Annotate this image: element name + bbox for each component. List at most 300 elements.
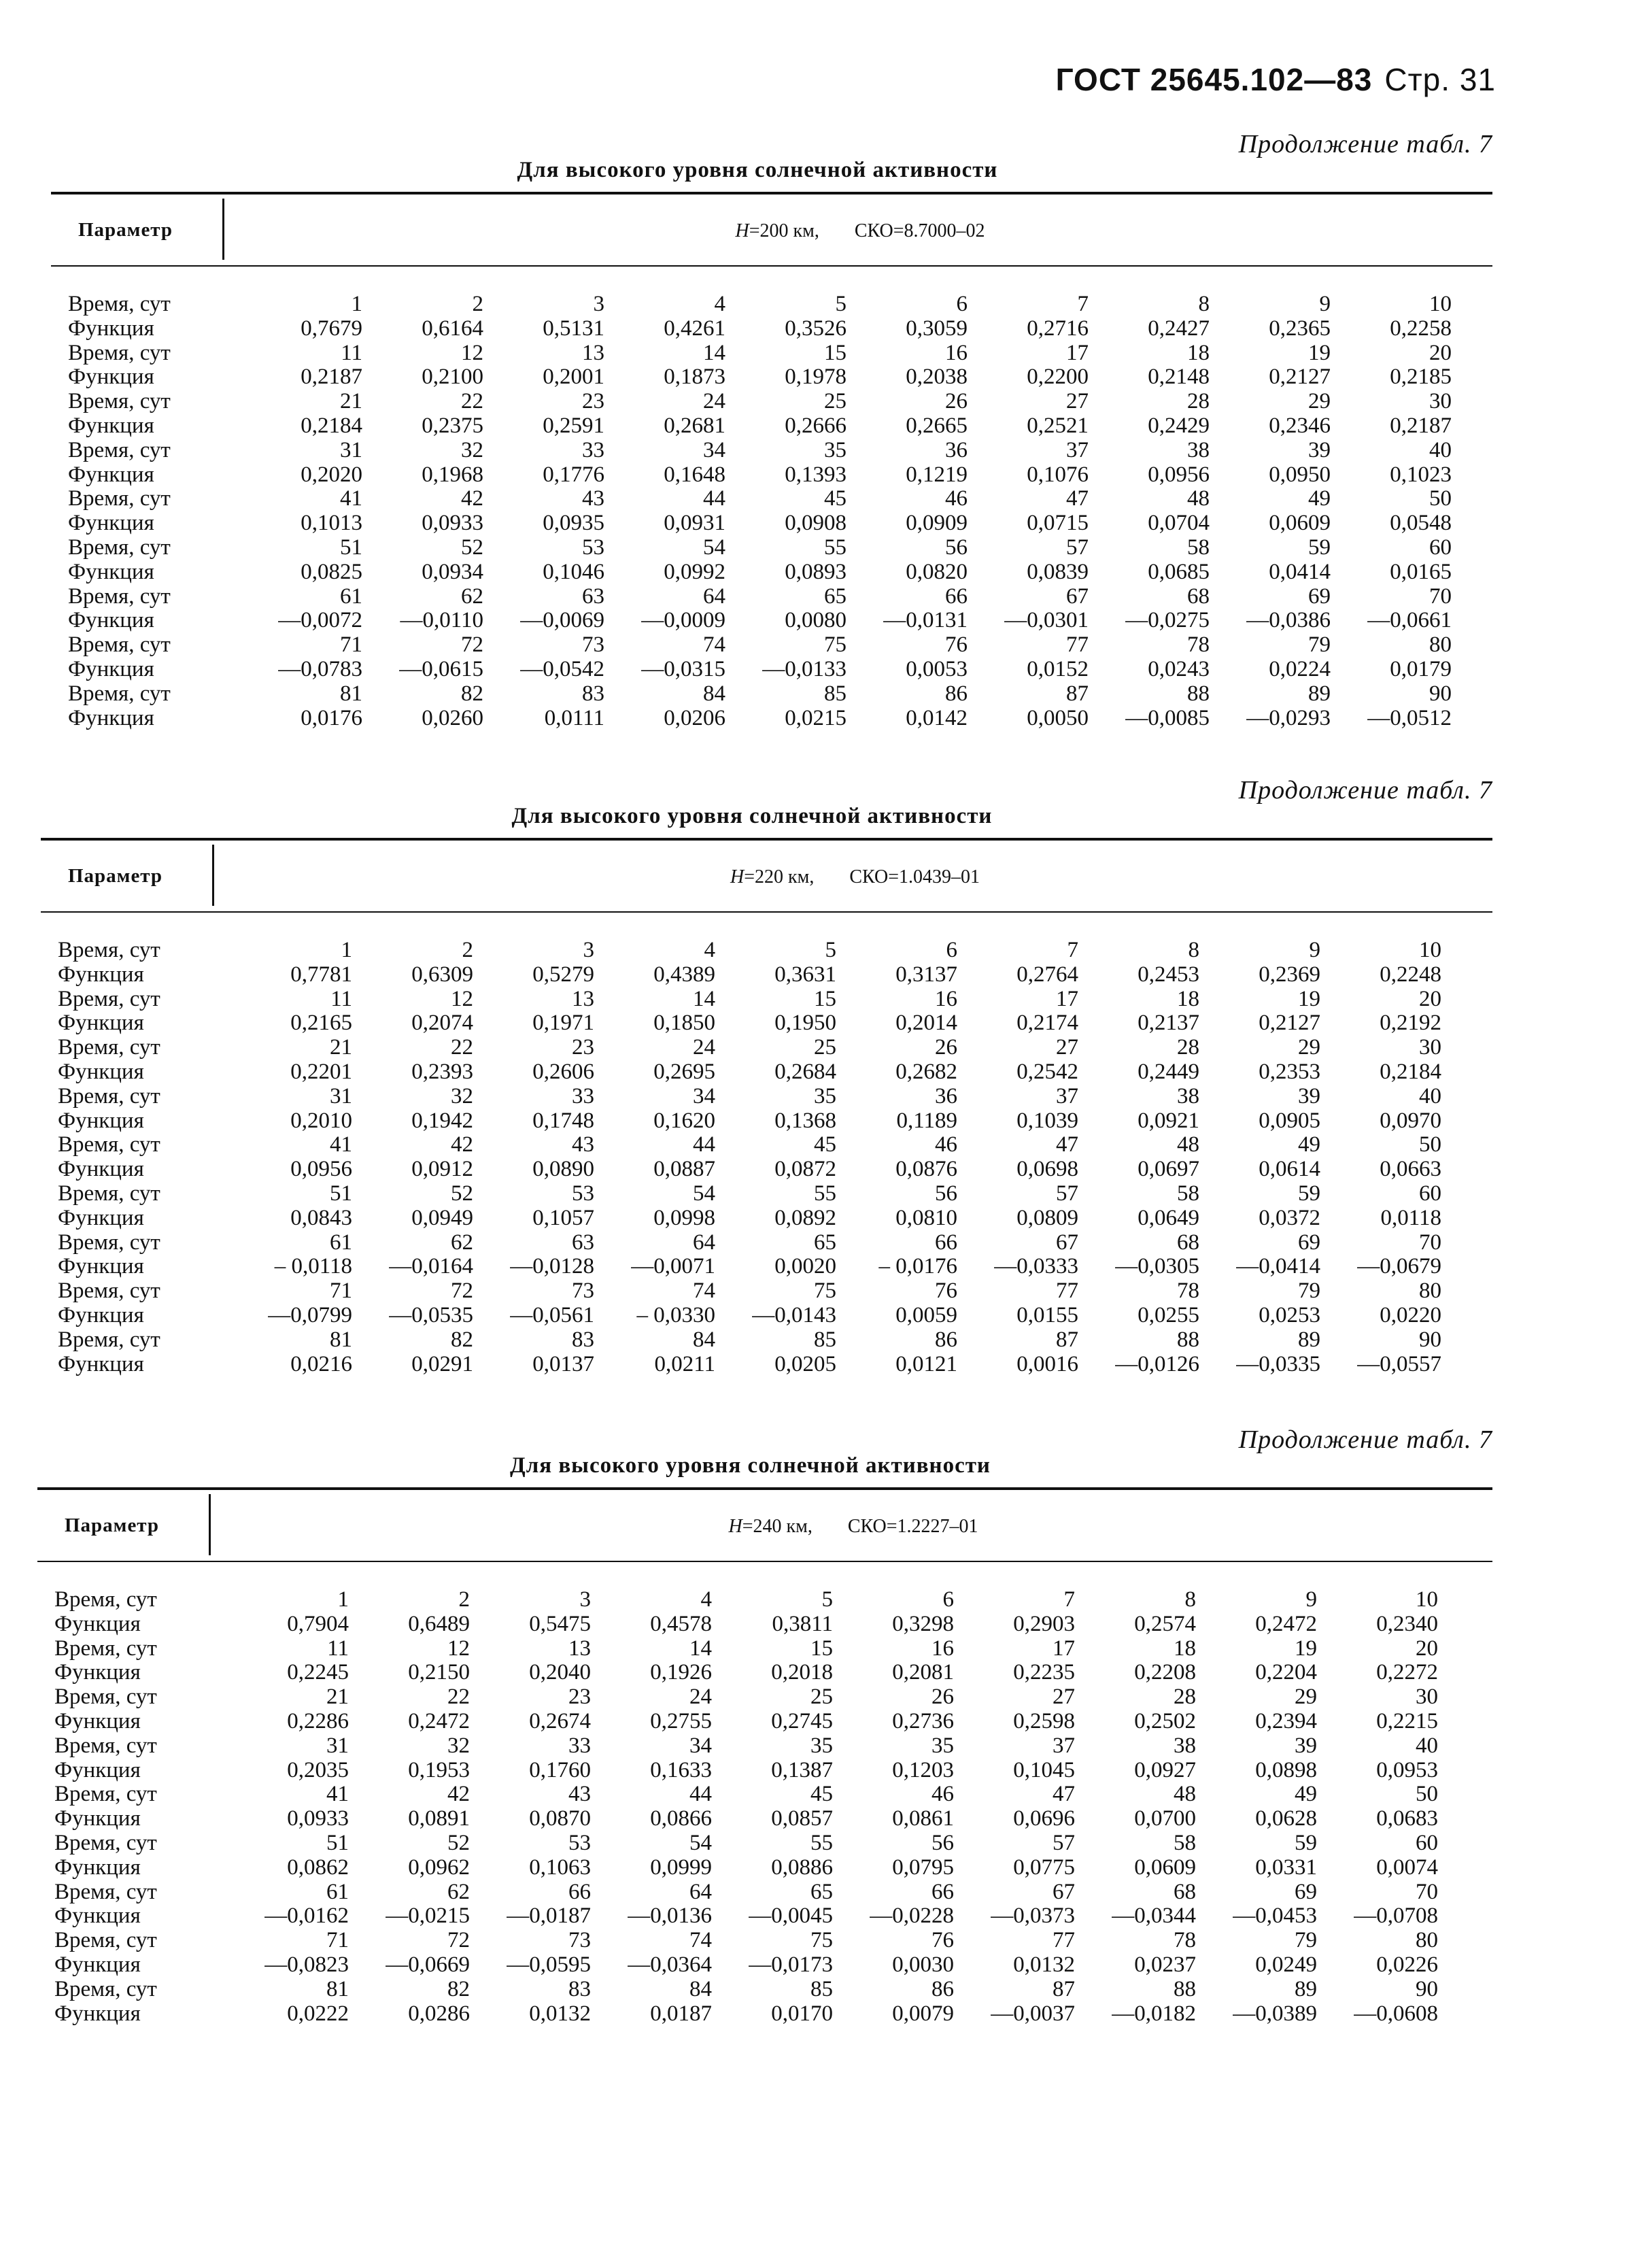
- table-cell: 4: [704, 938, 715, 962]
- continuation-note: Продолжение табл. 7: [1238, 1425, 1492, 1454]
- table-cell: 63: [572, 1230, 594, 1255]
- table-cell: 0,0998: [653, 1205, 715, 1230]
- table-cell: 12: [461, 340, 483, 365]
- table-cell: 14: [703, 340, 725, 365]
- table-cell: 37: [1053, 1733, 1075, 1758]
- table-cell: 9: [1319, 292, 1331, 316]
- table-cell: 0,2035: [287, 1757, 349, 1782]
- table-cell: 72: [461, 632, 483, 658]
- table-cell: 79: [1298, 1279, 1320, 1304]
- table-cell: 68: [1177, 1230, 1199, 1255]
- table-cell: 0,2127: [1259, 1011, 1320, 1036]
- table-cell: 0,2472: [408, 1708, 470, 1733]
- table-cell: 25: [824, 389, 846, 414]
- table-cell: 0,2449: [1138, 1059, 1199, 1084]
- table-cell: 0,2187: [301, 365, 362, 390]
- table-cell: 67: [1066, 583, 1089, 609]
- table-row: [68, 292, 1452, 317]
- table-cell: 0,2208: [1134, 1660, 1196, 1685]
- table-row: [54, 1856, 1438, 1880]
- table-cell: 0,0921: [1138, 1108, 1199, 1133]
- table-cell: 0,0628: [1255, 1806, 1317, 1831]
- table-cell: 33: [572, 1083, 594, 1108]
- table-cell: 71: [340, 632, 362, 658]
- row-label: Функция: [54, 1708, 141, 1733]
- table-cell: 0,0861: [892, 1806, 954, 1831]
- table-cell: 0,0132: [1013, 1952, 1075, 1977]
- table-cell: 90: [1416, 1976, 1438, 2001]
- table-cell: 39: [1295, 1733, 1317, 1758]
- table-cell: 67: [1053, 1879, 1075, 1904]
- parameter-header: Параметр: [68, 865, 163, 887]
- table-cell: 0,0663: [1380, 1157, 1441, 1182]
- header-divider: [212, 845, 214, 906]
- row-label: Время, сут: [68, 486, 171, 511]
- table-header-rule: [51, 265, 1492, 267]
- table-cell: 81: [340, 681, 362, 706]
- table-cell: 0,0992: [664, 559, 725, 584]
- table-cell: 52: [451, 1181, 473, 1206]
- table-cell: 18: [1174, 1636, 1196, 1661]
- table-cell: 0,1850: [653, 1011, 715, 1036]
- table-cell: —0,0128: [510, 1254, 594, 1279]
- table-cell: 10: [1416, 1587, 1438, 1612]
- table-cell: 0,0137: [532, 1351, 594, 1376]
- table-cell: 0,0050: [1027, 705, 1089, 730]
- table-cell: —0,0535: [389, 1302, 473, 1327]
- table-cell: 73: [572, 1279, 594, 1304]
- table-cell: 83: [582, 681, 604, 706]
- table-cell: 59: [1298, 1181, 1320, 1206]
- table-row: [58, 1304, 1441, 1328]
- row-label: Время, сут: [68, 535, 171, 560]
- row-label: Функция: [58, 1157, 144, 1182]
- table-cell: 12: [451, 986, 473, 1011]
- row-label: Функция: [54, 1903, 141, 1929]
- table-header-rule: [37, 1561, 1492, 1562]
- table-cell: 28: [1174, 1685, 1196, 1710]
- table-row: [58, 1060, 1441, 1085]
- table-cell: 61: [340, 583, 362, 609]
- table-cell: 0,0206: [664, 705, 725, 730]
- table-cell: —0,0335: [1236, 1351, 1320, 1376]
- table-row: [68, 487, 1452, 511]
- table-cell: 0,2286: [287, 1708, 349, 1733]
- parameter-header: Параметр: [65, 1514, 160, 1536]
- table-cell: 17: [1053, 1636, 1075, 1661]
- table-cell: 8: [1184, 1587, 1196, 1612]
- table-cell: 69: [1298, 1230, 1320, 1255]
- table-cell: —0,0595: [507, 1952, 591, 1977]
- table-row: [54, 1904, 1438, 1929]
- table-cell: 0,3526: [785, 316, 846, 341]
- table-cell: 0,0080: [785, 608, 846, 633]
- row-label: Время, сут: [54, 1830, 157, 1855]
- table-cell: 58: [1187, 535, 1210, 560]
- table-cell: 60: [1429, 535, 1452, 560]
- table-cell: 36: [935, 1083, 957, 1108]
- table-cell: 0,0614: [1259, 1157, 1320, 1182]
- table-row: [68, 536, 1452, 560]
- table-cell: —0,0110: [400, 608, 483, 633]
- table-cell: —0,0386: [1246, 608, 1331, 633]
- table-cell: 0,0331: [1255, 1855, 1317, 1880]
- table-cell: 88: [1187, 681, 1210, 706]
- table-cell: 13: [568, 1636, 591, 1661]
- table-cell: 55: [814, 1181, 836, 1206]
- table-row: [68, 633, 1452, 658]
- table-cell: 57: [1066, 535, 1089, 560]
- table-cell: 0,0030: [892, 1952, 954, 1977]
- table-cell: 48: [1187, 486, 1210, 511]
- table-cell: 0,2001: [543, 365, 604, 390]
- row-label: Время, сут: [54, 1733, 157, 1758]
- table-cell: 74: [693, 1279, 715, 1304]
- table-cell: 21: [326, 1685, 349, 1710]
- table-cell: —0,0072: [278, 608, 362, 633]
- table-cell: 0,2018: [771, 1660, 833, 1685]
- table-cell: 0,1393: [785, 462, 846, 487]
- table-cell: 46: [945, 486, 968, 511]
- table-cell: —0,0293: [1246, 705, 1331, 730]
- table-cell: 77: [1053, 1928, 1075, 1953]
- table-cell: 75: [810, 1928, 833, 1953]
- row-label: Время, сут: [54, 1928, 157, 1953]
- table-cell: 17: [1066, 340, 1089, 365]
- table-cell: 0,0079: [892, 2001, 954, 2026]
- table-cell: 34: [689, 1733, 712, 1758]
- table-cell: 0,2340: [1376, 1611, 1438, 1636]
- table-cell: 0,0224: [1269, 656, 1331, 681]
- table-cell: 0,0912: [411, 1157, 473, 1182]
- table-cell: 49: [1308, 486, 1331, 511]
- table-cell: 50: [1429, 486, 1452, 511]
- table-cell: 0,1039: [1016, 1108, 1078, 1133]
- table-cell: 35: [824, 437, 846, 462]
- table-cell: 86: [931, 1976, 954, 2001]
- table-row: [58, 1011, 1441, 1036]
- table-cell: 0,0886: [771, 1855, 833, 1880]
- table-cell: 33: [568, 1733, 591, 1758]
- table-row: [58, 1036, 1441, 1060]
- row-label: Время, сут: [54, 1587, 157, 1612]
- table-row: [54, 1759, 1438, 1783]
- table-cell: 0,0810: [895, 1205, 957, 1230]
- table-cell: —0,0301: [1004, 608, 1089, 633]
- table-cell: 8: [1188, 938, 1199, 962]
- table-cell: —0,0228: [870, 1903, 954, 1929]
- table-cell: 0,0775: [1013, 1855, 1075, 1880]
- table-cell: 0,0142: [906, 705, 968, 730]
- table-cell: 85: [814, 1327, 836, 1352]
- table-cell: 59: [1295, 1830, 1317, 1855]
- table-section: [41, 775, 1492, 1401]
- table-cell: 55: [810, 1830, 833, 1855]
- table-cell: 0,0697: [1138, 1157, 1199, 1182]
- table-cell: 0,2606: [532, 1059, 594, 1084]
- table-cell: 1: [337, 1587, 349, 1612]
- table-cell: 22: [461, 389, 483, 414]
- table-cell: —0,0373: [991, 1903, 1075, 1929]
- table-row: [68, 560, 1452, 585]
- row-label: Время, сут: [58, 938, 160, 962]
- table-cell: 68: [1187, 583, 1210, 609]
- table-cell: 50: [1416, 1782, 1438, 1807]
- table-cell: 0,2215: [1376, 1708, 1438, 1733]
- row-label: Функция: [68, 705, 154, 730]
- table-cell: 56: [935, 1181, 957, 1206]
- table-row: [58, 1157, 1441, 1182]
- altitude-symbol: H: [730, 866, 745, 887]
- table-cell: —0,0315: [641, 656, 725, 681]
- table-cell: 0,0876: [895, 1157, 957, 1182]
- table-cell: 0,0649: [1138, 1205, 1199, 1230]
- table-cell: 0,0016: [1016, 1351, 1078, 1376]
- table-cell: 0,1046: [543, 559, 604, 584]
- sko-value: СКО=1.0439–01: [849, 866, 980, 887]
- table-cell: 76: [945, 632, 968, 658]
- table-cell: 0,1023: [1390, 462, 1452, 487]
- table-cell: 8: [1198, 292, 1210, 316]
- table-cell: 0,1648: [664, 462, 725, 487]
- table-cell: 14: [689, 1636, 712, 1661]
- table-cell: 79: [1308, 632, 1331, 658]
- table-cell: 0,2681: [664, 413, 725, 438]
- table-cell: 4: [714, 292, 725, 316]
- table-cell: 45: [824, 486, 846, 511]
- table-cell: 57: [1053, 1830, 1075, 1855]
- altitude-symbol: H: [728, 1516, 742, 1537]
- row-label: Функция: [54, 1611, 141, 1636]
- table-row: [58, 1328, 1441, 1353]
- table-cell: 28: [1187, 389, 1210, 414]
- table-cell: 0,0857: [771, 1806, 833, 1831]
- table-row: [54, 1710, 1438, 1734]
- table-cell: 88: [1177, 1327, 1199, 1352]
- table-cell: 0,0253: [1259, 1302, 1320, 1327]
- table-cell: —0,0215: [386, 1903, 470, 1929]
- table-cell: 89: [1298, 1327, 1320, 1352]
- table-cell: —0,0126: [1115, 1351, 1199, 1376]
- row-label: Функция: [58, 1254, 144, 1279]
- table-cell: 44: [693, 1132, 715, 1157]
- table-cell: 0,2081: [892, 1660, 954, 1685]
- table-cell: 84: [689, 1976, 712, 2001]
- table-cell: 10: [1419, 938, 1441, 962]
- table-cell: 0,0698: [1016, 1157, 1078, 1182]
- table-cell: 33: [582, 437, 604, 462]
- table-cell: 0,2074: [411, 1011, 473, 1036]
- table-cell: 84: [703, 681, 725, 706]
- table-cell: 0,1045: [1013, 1757, 1075, 1782]
- table-cell: 74: [703, 632, 725, 658]
- table-cell: 65: [824, 583, 846, 609]
- row-label: Время, сут: [54, 1879, 157, 1904]
- table-row: [54, 1661, 1438, 1685]
- table-cell: 37: [1066, 437, 1089, 462]
- continuation-note: Продолжение табл. 7: [1238, 776, 1492, 805]
- continuation-note: Продолжение табл. 7: [1238, 130, 1492, 158]
- table-cell: 0,0700: [1134, 1806, 1196, 1831]
- table-row: [68, 658, 1452, 682]
- table-cell: 62: [447, 1879, 470, 1904]
- table-cell: 0,2716: [1027, 316, 1089, 341]
- table-top-rule: [41, 838, 1492, 841]
- table-cell: 86: [945, 681, 968, 706]
- table-cell: 43: [572, 1132, 594, 1157]
- table-cell: 49: [1295, 1782, 1317, 1807]
- table-cell: 60: [1419, 1181, 1441, 1206]
- table-cell: 0,4389: [653, 962, 715, 987]
- table-cell: 0,0685: [1148, 559, 1210, 584]
- row-label: Время, сут: [58, 1327, 160, 1352]
- table-cell: 19: [1298, 986, 1320, 1011]
- row-label: Функция: [58, 1108, 144, 1133]
- table-cell: 0,0927: [1134, 1757, 1196, 1782]
- table-cell: 48: [1174, 1782, 1196, 1807]
- table-cell: 76: [935, 1279, 957, 1304]
- table-cell: 0,4578: [650, 1611, 712, 1636]
- page-number: Стр. 31: [1384, 62, 1496, 97]
- table-cell: 66: [935, 1230, 957, 1255]
- table-cell: 0,2148: [1148, 365, 1210, 390]
- table-cell: 0,0179: [1390, 656, 1452, 681]
- altitude-value: =240 км,: [742, 1516, 813, 1537]
- table-cell: 78: [1174, 1928, 1196, 1953]
- table-cell: 18: [1177, 986, 1199, 1011]
- table-top-rule: [37, 1487, 1492, 1490]
- table-cell: 46: [935, 1132, 957, 1157]
- table-cell: 0,0216: [290, 1351, 352, 1376]
- table-cell: 34: [693, 1083, 715, 1108]
- table-row: [54, 1978, 1438, 2002]
- table-cell: 1: [341, 938, 352, 962]
- table-cell: 0,0609: [1134, 1855, 1196, 1880]
- table-cell: 66: [568, 1879, 591, 1904]
- table-cell: 0,2365: [1269, 316, 1331, 341]
- table-cell: – 0,0330: [636, 1302, 715, 1327]
- table-cell: 51: [340, 535, 362, 560]
- table-cell: 5: [825, 938, 836, 962]
- table-cell: 0,0165: [1390, 559, 1452, 584]
- table-cell: 0,5475: [529, 1611, 591, 1636]
- table-row: [54, 1637, 1438, 1661]
- table-cell: 0,2574: [1134, 1611, 1196, 1636]
- table-cell: 31: [326, 1733, 349, 1758]
- table-cell: 0,2695: [653, 1059, 715, 1084]
- table-cell: 45: [810, 1782, 833, 1807]
- row-label: Функция: [58, 1302, 144, 1327]
- table-cell: – 0,0118: [274, 1254, 352, 1279]
- table-cell: 23: [582, 389, 604, 414]
- table-cell: 0,0226: [1376, 1952, 1438, 1977]
- table-cell: 0,0053: [906, 656, 968, 681]
- table-cell: 59: [1308, 535, 1331, 560]
- table-cell: 65: [810, 1879, 833, 1904]
- table-cell: 17: [1056, 986, 1078, 1011]
- table-cell: – 0,0176: [878, 1254, 957, 1279]
- table-cell: 85: [810, 1976, 833, 2001]
- table-cell: 0,0872: [774, 1157, 836, 1182]
- data-table: [58, 938, 1441, 1376]
- table-cell: 82: [447, 1976, 470, 2001]
- sko-value: СКО=1.2227–01: [847, 1516, 978, 1537]
- table-row: [68, 609, 1452, 633]
- table-cell: 0,1620: [653, 1108, 715, 1133]
- table-cell: —0,0187: [507, 1903, 591, 1929]
- table-cell: 15: [824, 340, 846, 365]
- table-cell: 0,4261: [664, 316, 725, 341]
- table-cell: 0,2127: [1269, 365, 1331, 390]
- table-row: [54, 1953, 1438, 1978]
- table-row: [58, 1231, 1441, 1255]
- table-cell: 0,0222: [287, 2001, 349, 2026]
- table-cell: 0,1942: [411, 1108, 473, 1133]
- table-row: [68, 463, 1452, 488]
- table-cell: 53: [582, 535, 604, 560]
- row-label: Функция: [54, 1806, 141, 1831]
- table-cell: 50: [1419, 1132, 1441, 1157]
- table-cell: —0,0305: [1115, 1254, 1199, 1279]
- table-cell: —0,0414: [1236, 1254, 1320, 1279]
- table-cell: 0,0891: [408, 1806, 470, 1831]
- table-cell: 6: [942, 1587, 954, 1612]
- table-cell: 72: [451, 1279, 473, 1304]
- table-row: [58, 1279, 1441, 1304]
- table-cell: 78: [1177, 1279, 1199, 1304]
- row-label: Функция: [68, 413, 154, 438]
- table-cell: 0,0187: [650, 2001, 712, 2026]
- table-cell: 0,0548: [1390, 511, 1452, 536]
- table-cell: 0,2666: [785, 413, 846, 438]
- table-cell: 90: [1429, 681, 1452, 706]
- table-cell: 80: [1429, 632, 1452, 658]
- row-label: Время, сут: [68, 389, 171, 414]
- table-cell: 0,0286: [408, 2001, 470, 2026]
- table-cell: 19: [1308, 340, 1331, 365]
- table-cell: 0,1203: [892, 1757, 954, 1782]
- table-cell: 58: [1177, 1181, 1199, 1206]
- row-label: Время, сут: [68, 632, 171, 658]
- table-cell: 0,2184: [1380, 1059, 1441, 1084]
- table-cell: 44: [703, 486, 725, 511]
- table-row: [54, 1929, 1438, 1953]
- table-cell: 0,0893: [785, 559, 846, 584]
- table-cell: 88: [1174, 1976, 1196, 2001]
- table-cell: 24: [689, 1685, 712, 1710]
- table-cell: 45: [814, 1132, 836, 1157]
- table-cell: 44: [689, 1782, 712, 1807]
- table-row: [58, 963, 1441, 987]
- row-label: Функция: [54, 1757, 141, 1782]
- table-cell: 61: [330, 1230, 352, 1255]
- table-cell: 0,0260: [422, 705, 483, 730]
- table-cell: 25: [810, 1685, 833, 1710]
- table-row: [58, 1133, 1441, 1157]
- table-cell: 38: [1177, 1083, 1199, 1108]
- row-label: Функция: [68, 608, 154, 633]
- table-cell: —0,0364: [628, 1952, 712, 1977]
- table-cell: 0,2682: [895, 1059, 957, 1084]
- table-cell: 23: [568, 1685, 591, 1710]
- table-cell: —0,0799: [268, 1302, 352, 1327]
- table-cell: 0,2427: [1148, 316, 1210, 341]
- table-cell: 3: [583, 938, 594, 962]
- table-cell: 75: [824, 632, 846, 658]
- table-row: [68, 585, 1452, 609]
- table-cell: 0,2204: [1255, 1660, 1317, 1685]
- table-cell: 26: [931, 1685, 954, 1710]
